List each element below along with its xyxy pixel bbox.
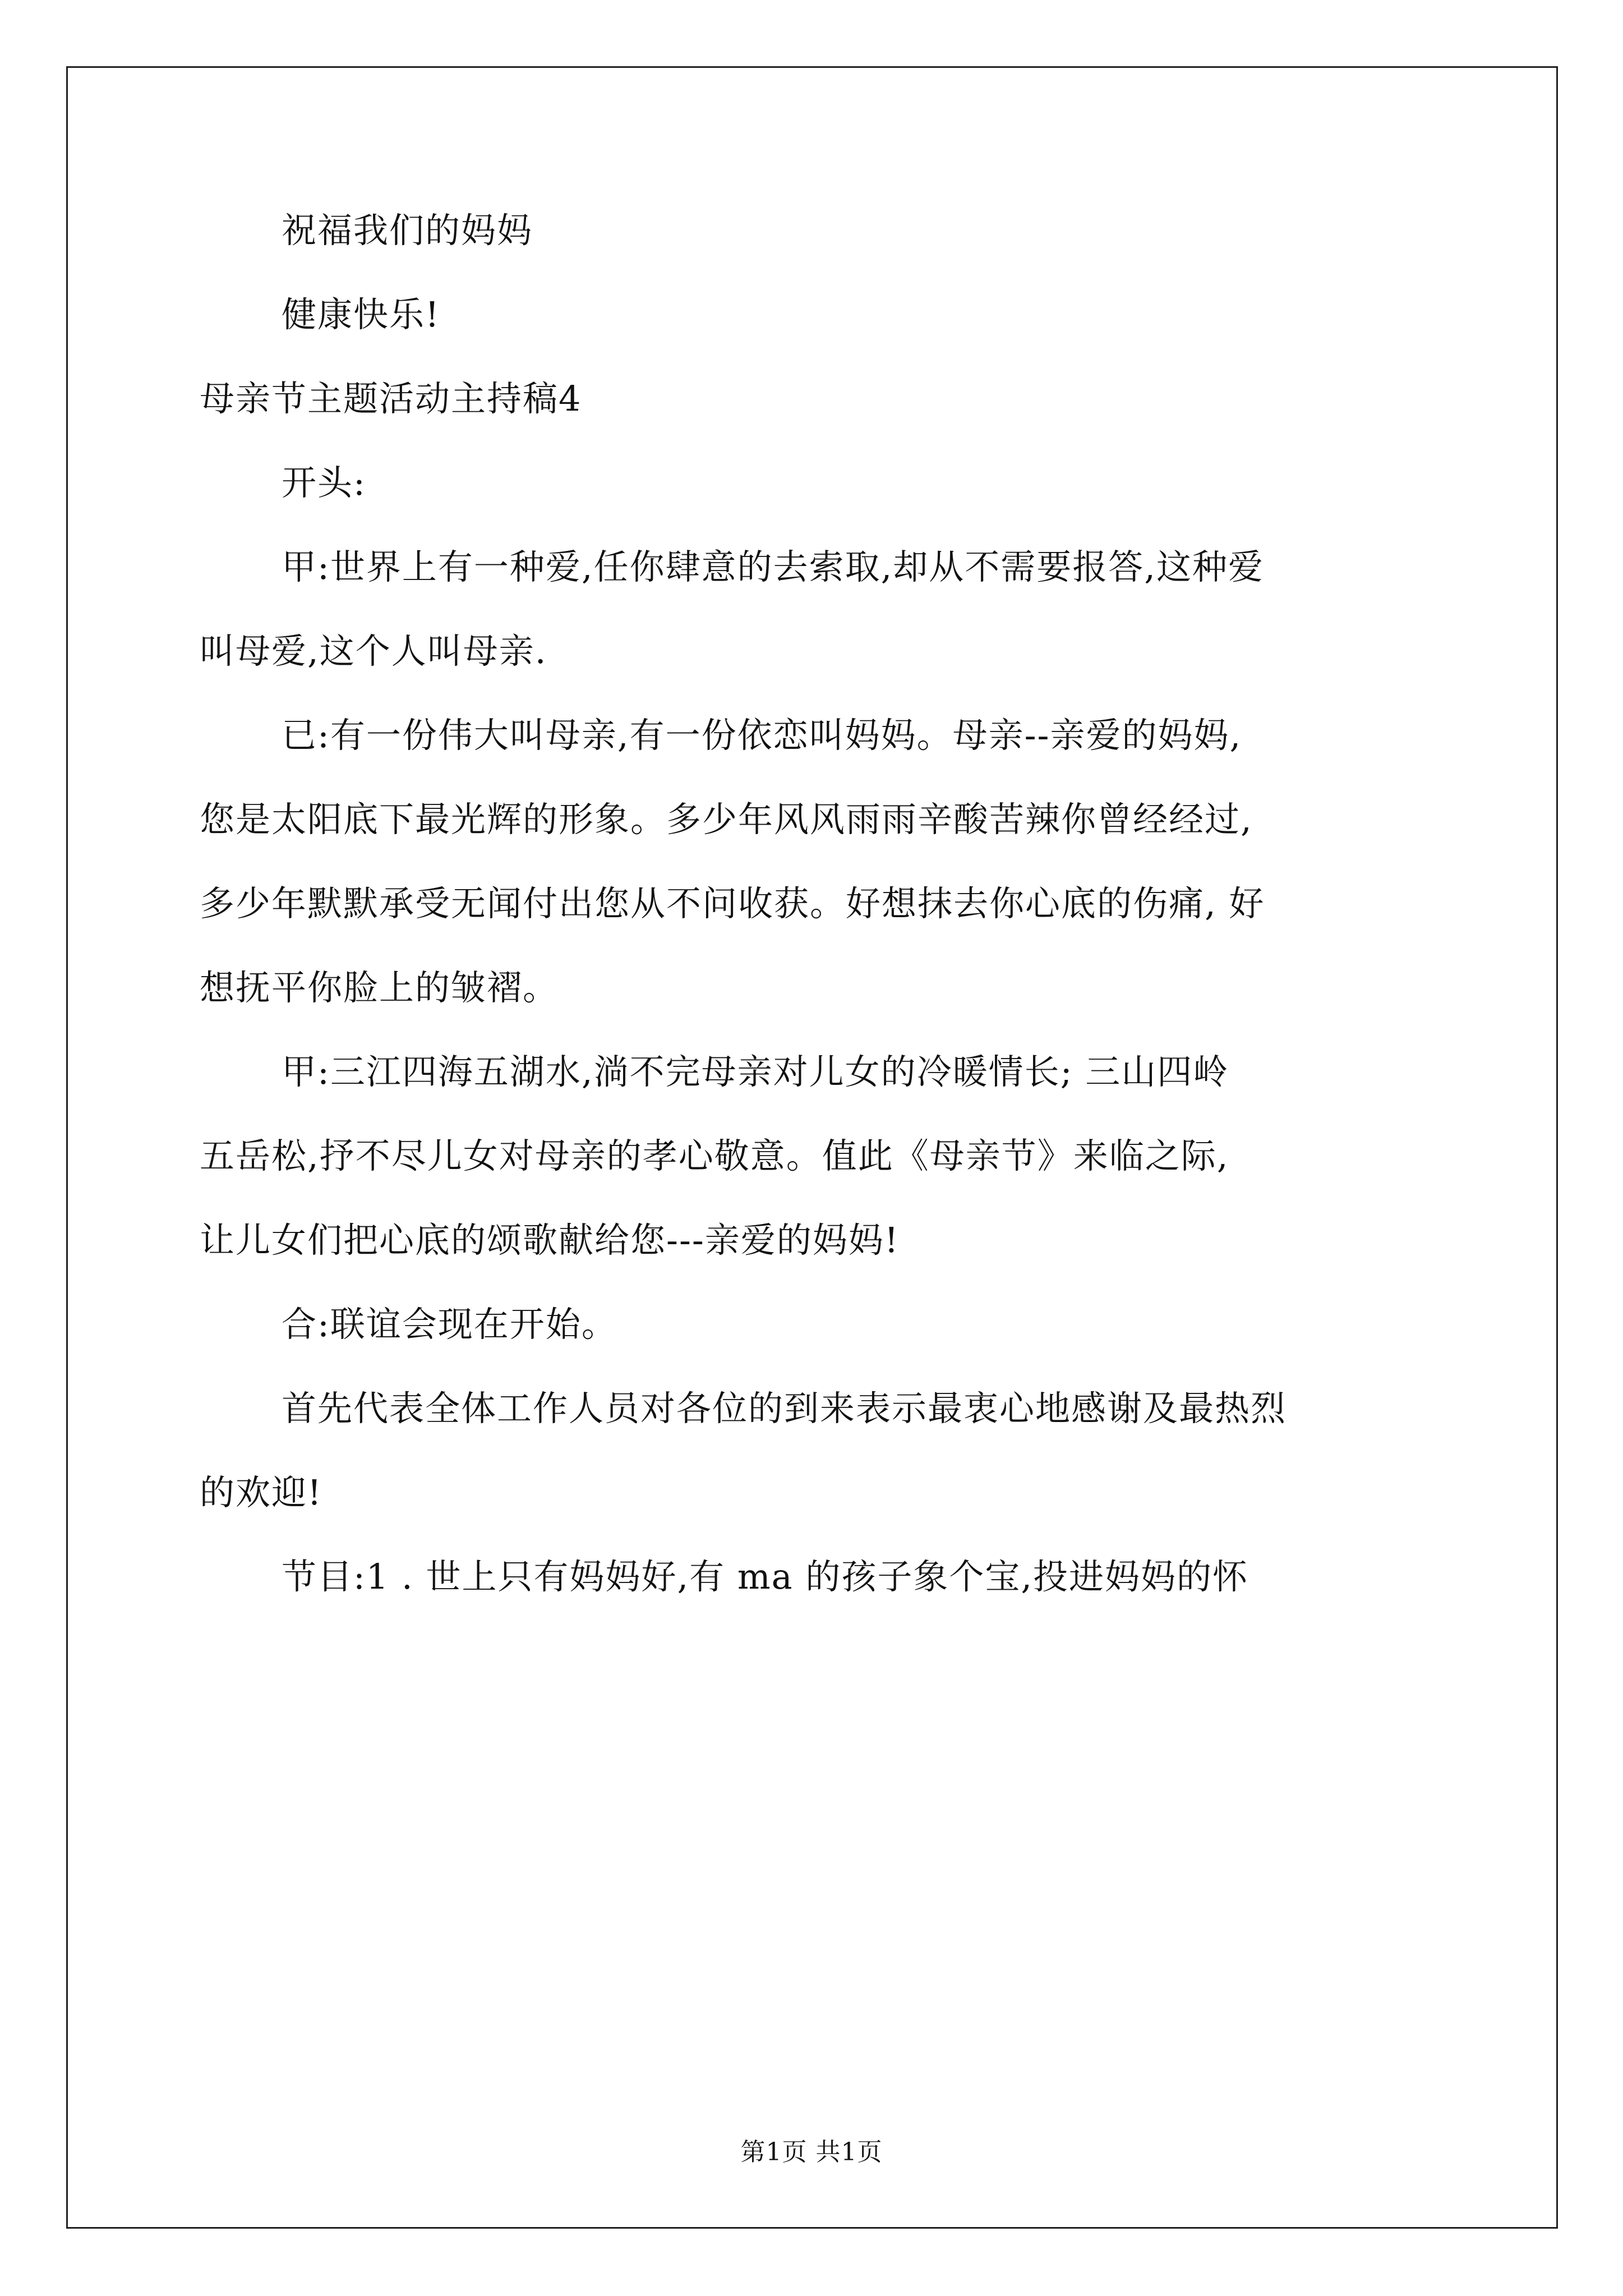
- text-line: 合:联谊会现在开始。: [282, 1304, 617, 1345]
- text-line: 让儿女们把心底的颂歌献给您---亲爱的妈妈!: [200, 1220, 900, 1260]
- text-line: 已:有一份伟大叫母亲,有一份依恋叫妈妈。母亲--亲爱的妈妈,: [282, 715, 1242, 756]
- text-line: 甲:世界上有一种爱,任你肆意的去索取,却从不需要报答,这种爱: [282, 546, 1265, 587]
- text-line: 祝福我们的妈妈: [282, 210, 533, 251]
- text-line: 甲:三江四海五湖水,淌不完母亲对儿女的冷暖情长; 三山四岭: [282, 1051, 1229, 1092]
- text-line: 的欢迎!: [200, 1472, 322, 1513]
- section-title: 母亲节主题活动主持稿4: [200, 378, 582, 419]
- page-footer: 第1页 共1页: [740, 2138, 883, 2166]
- text-line: 开头:: [282, 462, 366, 503]
- text-line: 五岳松,抒不尽儿女对母亲的孝心敬意。值此《母亲节》来临之际,: [200, 1135, 1229, 1176]
- text-line: 节目:1 . 世上只有妈妈好,有 ma 的孩子象个宝,投进妈妈的怀: [282, 1556, 1249, 1597]
- text-line: 健康快乐!: [282, 294, 440, 335]
- text-line: 您是太阳底下最光辉的形象。多少年风风雨雨辛酸苦辣你曾经经过,: [200, 799, 1253, 840]
- text-line: 想抚平你脸上的皱褶。: [200, 967, 559, 1008]
- text-line: 多少年默默承受无闻付出您从不问收获。好想抹去你心底的伤痛, 好: [200, 883, 1265, 924]
- text-line: 首先代表全体工作人员对各位的到来表示最衷心地感谢及最热烈: [282, 1388, 1287, 1429]
- text-line: 叫母爱,这个人叫母亲.: [200, 631, 547, 671]
